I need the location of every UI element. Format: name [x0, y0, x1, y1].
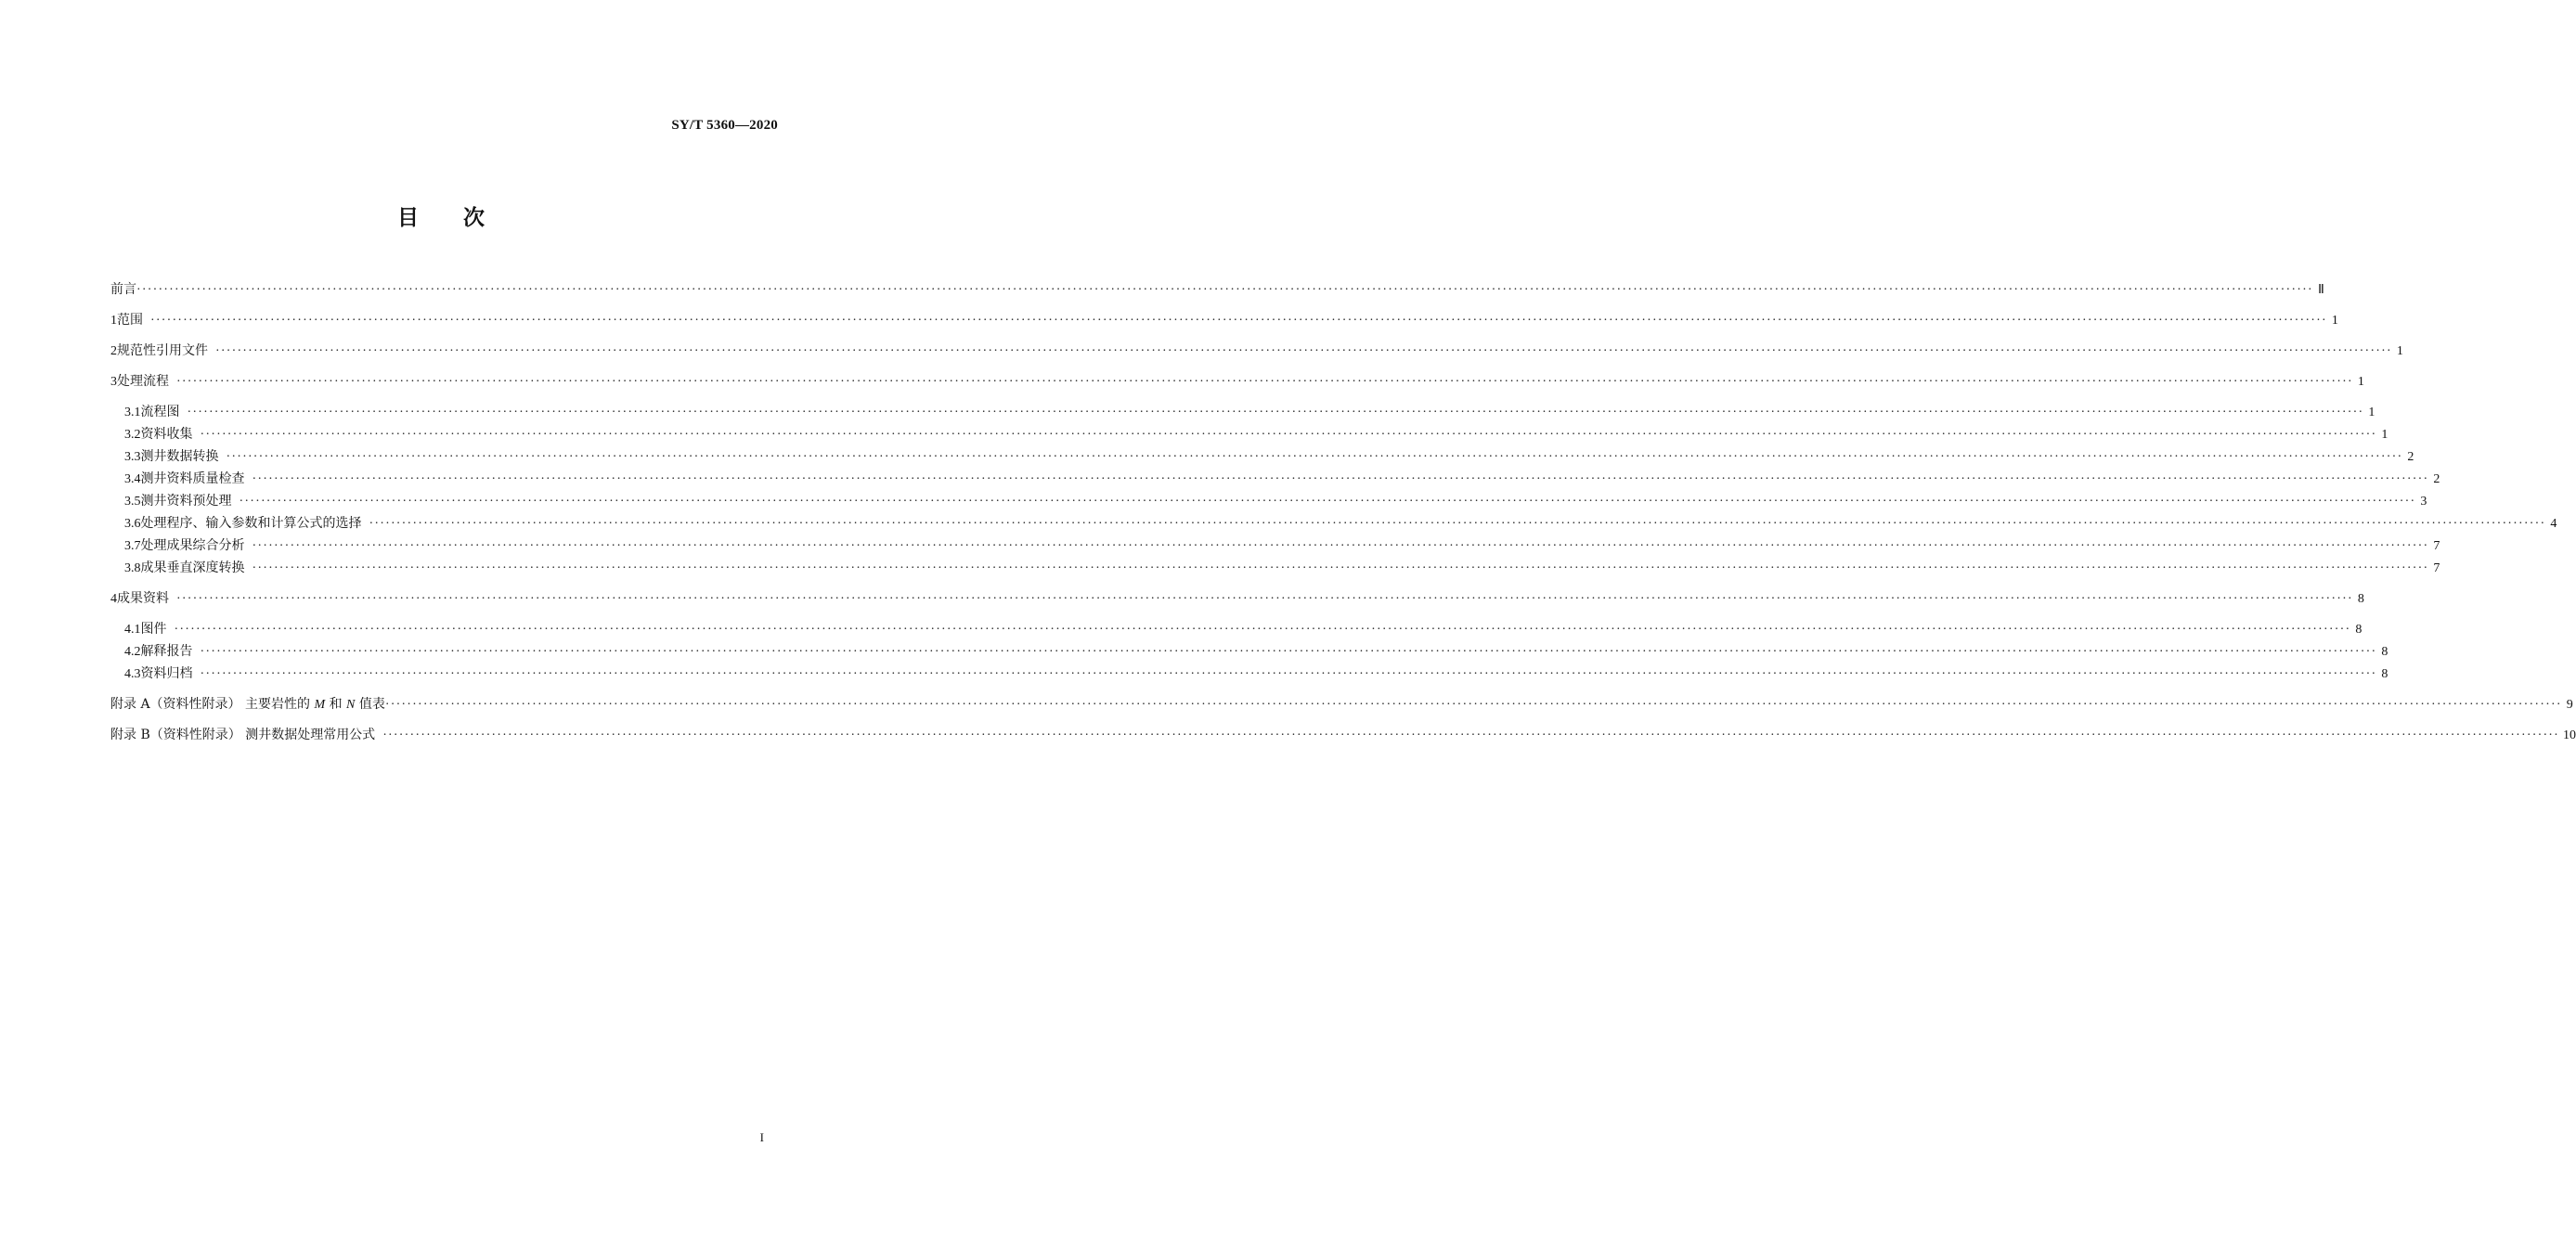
toc-page-number: 8 — [2381, 645, 2388, 659]
toc-entry-text: 规范性引用文件 — [117, 343, 208, 358]
toc-section-number: 2 — [110, 344, 117, 358]
toc-leader-dots: ················································································································································································································································································································································································································ — [239, 495, 2416, 509]
toc-leader-dots: ················································································································································································································································································································································································································ — [226, 450, 2403, 464]
toc-entry-3-8[interactable] — [110, 559, 2440, 577]
toc-section-number: 1 — [110, 314, 117, 328]
appendix-a-suffix: 值表 — [355, 697, 385, 712]
toc-page-number: 9 — [2566, 698, 2573, 712]
toc-leader-dots: ················································································································································································································································································································································································································ — [252, 561, 2429, 575]
table-of-contents — [110, 280, 2576, 744]
toc-leader-dots: ················································································································································································································································································································································································································ — [252, 472, 2429, 486]
toc-entry-text: 成果资料 — [117, 591, 169, 606]
toc-leader-dots: ················································································································································································································································································································································································································ — [187, 406, 2364, 419]
toc-entry-3-7[interactable] — [110, 536, 2440, 555]
toc-leader-dots: ················································································································································································································································································································································································································ — [384, 698, 2562, 712]
toc-page-number: 10 — [2563, 728, 2576, 742]
toc-entry-text: 图件 — [140, 622, 167, 637]
toc-leader-dots: ················································································································································································································································································································································································································ — [200, 428, 2377, 442]
toc-entry-4-1[interactable] — [110, 620, 2362, 638]
toc-entry-appendix-a[interactable] — [110, 695, 2573, 714]
toc-page-number: 7 — [2433, 561, 2440, 575]
standard-code: SY/T 5360—2020 — [671, 118, 778, 133]
toc-entry-2[interactable] — [110, 341, 2403, 360]
toc-entry-3-5[interactable] — [110, 492, 2427, 510]
toc-entry-text: 成果垂直深度转换 — [140, 561, 245, 575]
toc-entry-3-2[interactable] — [110, 425, 2388, 444]
toc-section-number: 3.6 — [124, 517, 141, 531]
appendix-a-mid: 和 — [325, 697, 347, 712]
toc-entry-4[interactable] — [110, 589, 2364, 608]
toc-section-number: 3 — [110, 375, 117, 389]
toc-entry-text: 资料归档 — [140, 666, 193, 681]
toc-page-number: 8 — [2355, 623, 2362, 637]
toc-entry-text: 测井资料质量检查 — [140, 471, 245, 486]
toc-page-number: 1 — [2368, 406, 2375, 419]
toc-entry-4-3[interactable] — [110, 664, 2388, 683]
toc-section-number: 4.1 — [124, 623, 141, 637]
toc-leader-dots: ················································································································································································································································································································································································································ — [252, 539, 2429, 553]
toc-section-number: 3.4 — [124, 472, 141, 486]
toc-entry-text: 解释报告 — [140, 644, 193, 659]
toc-leader-dots: ················································································································································································································································································································································································································ — [174, 623, 2351, 637]
toc-entry-foreword[interactable] — [110, 280, 2324, 299]
toc-section-number: 4.3 — [124, 667, 141, 681]
toc-section-number: 3.2 — [124, 428, 141, 442]
symbol-n: N — [346, 698, 356, 712]
toc-entry-3-6[interactable] — [110, 514, 2557, 533]
toc-leader-dots: ················································································································································································································································································································································································································ — [200, 667, 2377, 681]
toc-entry-text: 处理流程 — [117, 374, 169, 389]
toc-section-number: 3.7 — [124, 539, 141, 553]
toc-leader-dots: ················································································································································································································································································································································································································ — [215, 344, 2392, 358]
toc-leader-dots: ················································································································································································································································································································································································································ — [176, 592, 2353, 606]
toc-entry-text — [110, 695, 385, 715]
toc-entry-text: 前言 — [110, 282, 136, 297]
toc-page-number: 8 — [2381, 667, 2388, 681]
toc-entry-text: 处理程序、输入参数和计算公式的选择 — [140, 516, 362, 531]
toc-page-number: 1 — [2331, 314, 2338, 328]
symbol-m: M — [314, 698, 326, 712]
toc-section-number: 3.1 — [124, 406, 141, 419]
toc-entry-3-1[interactable] — [110, 403, 2375, 421]
toc-section-number: 3.8 — [124, 561, 141, 575]
toc-entry-text: 流程图 — [140, 405, 180, 419]
toc-section-number: 3.5 — [124, 495, 141, 509]
toc-entry-4-2[interactable] — [110, 642, 2388, 661]
page-number: I — [759, 1130, 764, 1144]
toc-page-number: 4 — [2550, 517, 2557, 531]
toc-page-number: 1 — [2381, 428, 2388, 442]
title-char-1: 目 — [397, 206, 419, 230]
toc-entry-text: 附录 B（资料性附录） 测井数据处理常用公式 — [110, 728, 376, 742]
toc-page-number: 8 — [2357, 592, 2364, 606]
toc-section-number: 3.3 — [124, 450, 141, 464]
title-char-2: 次 — [463, 206, 485, 230]
toc-page-number: Ⅱ — [2317, 283, 2324, 297]
toc-entry-1[interactable] — [110, 311, 2338, 329]
toc-entry-3-4[interactable] — [110, 470, 2440, 488]
toc-leader-dots: ················································································································································································································································································································································································································ — [200, 645, 2377, 659]
toc-section-number: 4.2 — [124, 645, 141, 659]
toc-page-number: 3 — [2420, 495, 2427, 509]
toc-entry-text: 测井数据转换 — [140, 449, 219, 464]
toc-leader-dots: ················································································································································································································································································································································································································ — [136, 283, 2313, 297]
toc-entry-text: 处理成果综合分析 — [140, 538, 245, 553]
appendix-a-prefix: 附录 A（资料性附录） 主要岩性的 — [110, 697, 315, 712]
toc-page-number: 7 — [2433, 539, 2440, 553]
toc-leader-dots: ················································································································································································································································································································································································································ — [369, 517, 2546, 531]
toc-entry-text: 测井资料预处理 — [140, 494, 232, 509]
toc-entry-appendix-b[interactable] — [110, 726, 2576, 744]
toc-entry-3-3[interactable] — [110, 447, 2414, 466]
toc-section-number: 4 — [110, 592, 117, 606]
toc-entry-text: 范围 — [117, 313, 143, 328]
toc-entry-text: 资料收集 — [140, 427, 193, 442]
toc-page-number: 1 — [2357, 375, 2364, 389]
toc-page-number: 2 — [2407, 450, 2414, 464]
page-title — [0, 200, 882, 231]
toc-leader-dots: ················································································································································································································································································································································································································ — [382, 728, 2560, 742]
toc-leader-dots: ················································································································································································································································································································································································································ — [150, 314, 2327, 328]
toc-page-number: 1 — [2396, 344, 2403, 358]
toc-page-number: 2 — [2433, 472, 2440, 486]
toc-leader-dots: ················································································································································································································································································································································································································ — [176, 375, 2353, 389]
toc-entry-3[interactable] — [110, 372, 2364, 391]
